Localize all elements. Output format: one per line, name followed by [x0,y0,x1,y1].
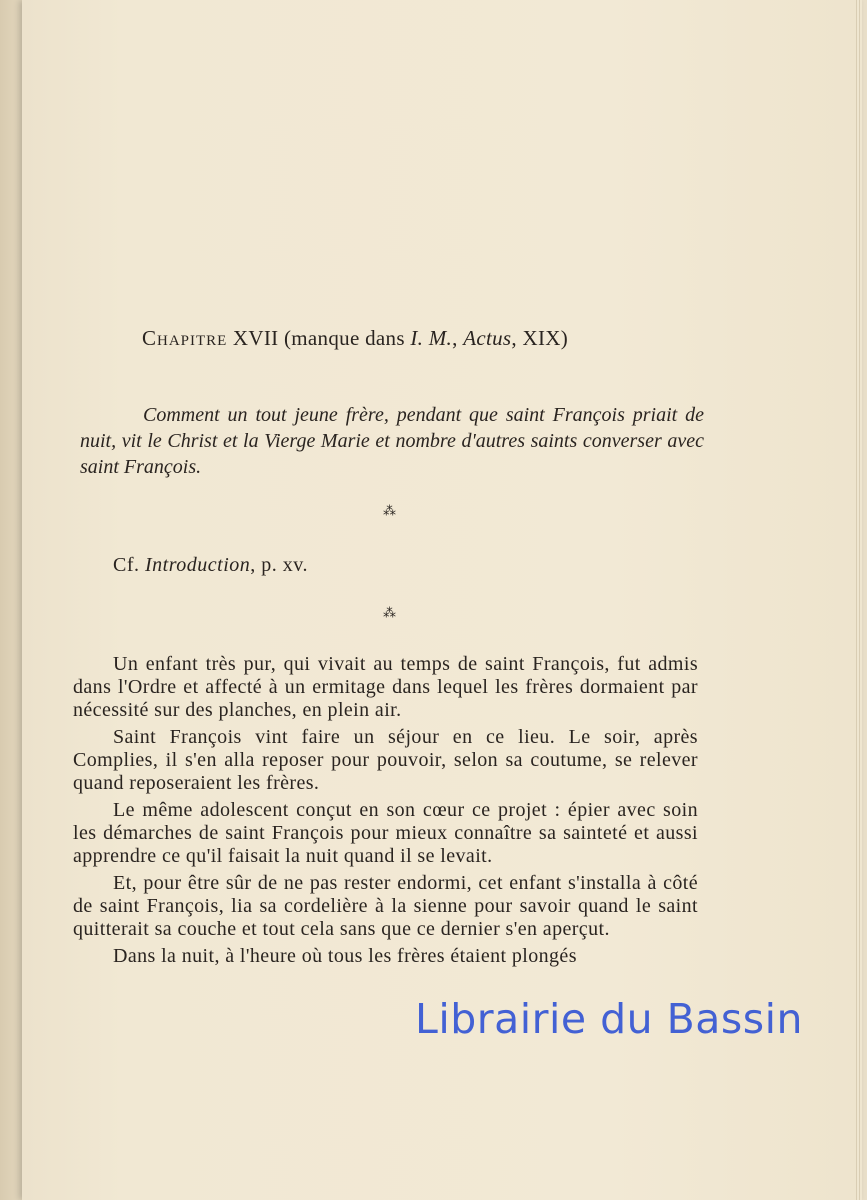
body-text [73,653,698,972]
paragraph: Un enfant très pur, qui vivait au temps de saint François, fut admis dans l'Ordre et affecté à un ermitage dans lequel les frères dormaient par nécessité sur des planches, en plein air. [73,653,698,721]
chapter-note-sep: , [452,326,458,350]
chapter-note-suffix: , XIX) [511,326,569,350]
book-gutter-edge [0,0,22,1200]
paragraph: Dans la nuit, à l'heure où tous les frères étaient plongés [113,945,577,967]
chapter-note-prefix: (manque dans [284,326,405,350]
chapter-number: XVII [232,326,279,350]
reference-page: , p. xv. [250,554,308,576]
paragraph: Le même adolescent conçut en son cœur ce projet : épier avec soin les démarches de saint François pour mieux connaître sa sainteté et aussi apprendre ce qu'il faisait la nuit quand il se levait. [73,799,698,867]
chapter-heading [142,326,702,351]
reference-prefix: Cf. [113,554,140,576]
chapter-summary: Comment un tout jeune frère, pendant que saint François priait de nuit, vit le Christ et la Vierge Marie et nombre d'autres saints converser avec saint François. [80,404,704,478]
watermark: Librairie du Bassin [415,995,804,1043]
reference-line [113,554,308,577]
reference-title: Introduction [145,554,251,576]
page-stack-edge [856,0,862,1200]
chapter-label: Chapitre [142,326,228,350]
paragraph: Et, pour être sûr de ne pas rester endormi, cet enfant s'installa à côté de saint François, lia sa cordelière à la sienne pour savoir quand le saint quitterait sa couche et tout cela sans que ce dernier s'en aperçut. [73,872,698,940]
chapter-note-source: I. M. [410,326,453,350]
paragraph: Saint François vint faire un séjour en ce lieu. Le soir, après Complies, il s'en alla reposer pour pouvoir, selon sa coutume, se relever quand reposeraient les frères. [73,726,698,794]
chapter-note-actus: Actus [463,326,512,350]
asterism-bottom: ⁂ [383,605,397,620]
asterism-top: ⁂ [383,503,397,518]
